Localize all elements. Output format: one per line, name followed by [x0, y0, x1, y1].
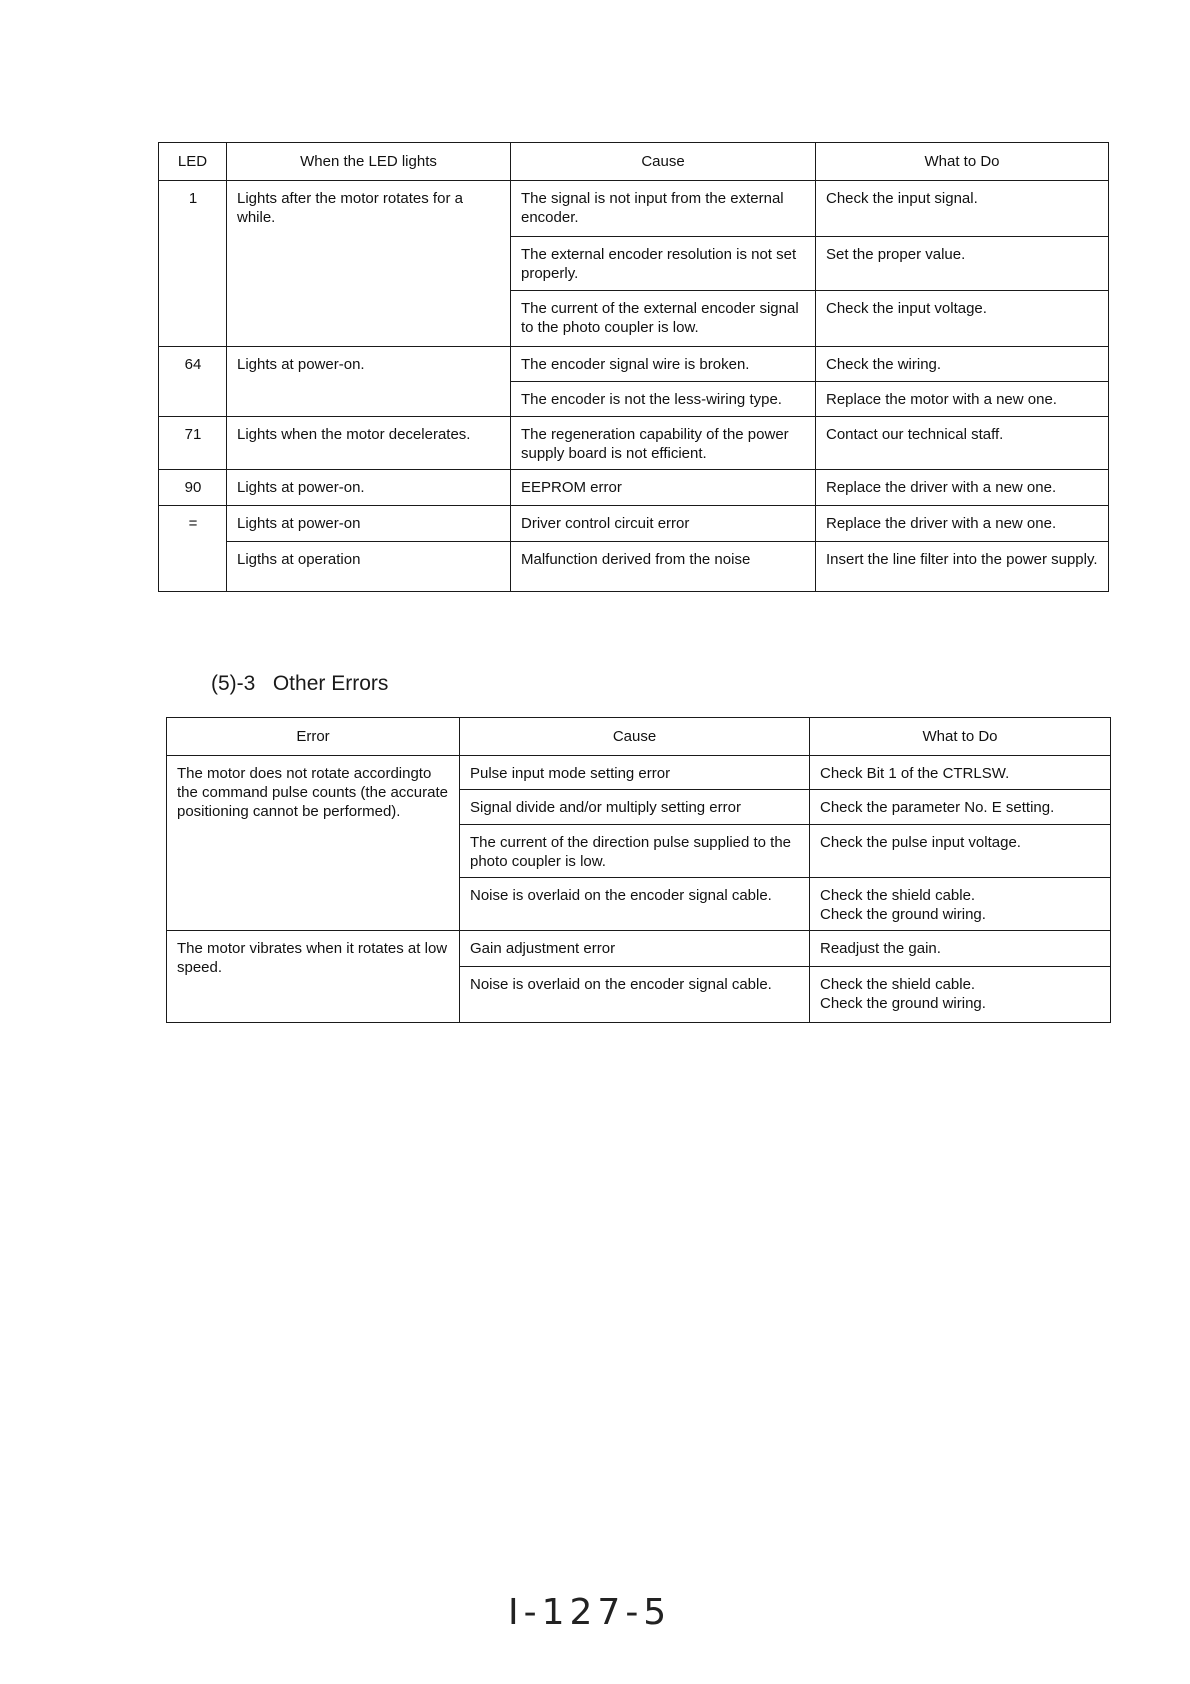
todo-cell: Check Bit 1 of the CTRLSW.	[810, 756, 1111, 790]
header-cause: Cause	[460, 718, 810, 756]
cause-cell: EEPROM error	[511, 470, 816, 506]
error-cell: The motor does not rotate accordingto the command pulse counts (the accurate positioning cannot be performed).	[167, 756, 460, 931]
when-cell: Lights at power-on.	[227, 470, 511, 506]
header-when-led-lights: When the LED lights	[227, 143, 511, 181]
todo-cell: Check the parameter No. E setting.	[810, 790, 1111, 825]
other-errors-table	[166, 717, 1111, 1023]
cause-cell: Noise is overlaid on the encoder signal cable.	[460, 878, 810, 931]
table-row	[159, 470, 1109, 506]
table-row	[167, 756, 1111, 790]
led-code-cell: 71	[159, 417, 227, 470]
cause-cell: The external encoder resolution is not set properly.	[511, 237, 816, 291]
table-row	[159, 417, 1109, 470]
led-code-cell: =	[159, 506, 227, 592]
cause-cell: The regeneration capability of the power supply board is not efficient.	[511, 417, 816, 470]
cause-cell: The current of the direction pulse supplied to the photo coupler is low.	[460, 825, 810, 878]
header-what-to-do: What to Do	[810, 718, 1111, 756]
cause-cell: Signal divide and/or multiply setting error	[460, 790, 810, 825]
table-header-row	[167, 718, 1111, 756]
todo-cell: Insert the line filter into the power supply.	[816, 542, 1109, 592]
header-cause: Cause	[511, 143, 816, 181]
led-code-cell: 1	[159, 181, 227, 347]
todo-cell: Set the proper value.	[816, 237, 1109, 291]
todo-cell: Check the shield cable. Check the ground wiring.	[810, 967, 1111, 1023]
todo-cell: Check the shield cable. Check the ground wiring.	[810, 878, 1111, 931]
when-cell: Lights when the motor decelerates.	[227, 417, 511, 470]
table-row	[159, 542, 1109, 592]
todo-cell: Check the input voltage.	[816, 291, 1109, 347]
table-row	[167, 931, 1111, 967]
cause-cell: Pulse input mode setting error	[460, 756, 810, 790]
todo-cell: Check the wiring.	[816, 347, 1109, 382]
todo-cell: Check the input signal.	[816, 181, 1109, 237]
todo-cell: Replace the motor with a new one.	[816, 382, 1109, 417]
table-row	[159, 181, 1109, 237]
cause-cell: The encoder is not the less-wiring type.	[511, 382, 816, 417]
table-row	[159, 506, 1109, 542]
section-title: (5)-3 Other Errors	[211, 672, 389, 695]
cause-cell: The current of the external encoder signal to the photo coupler is low.	[511, 291, 816, 347]
todo-cell: Contact our technical staff.	[816, 417, 1109, 470]
table-header-row	[159, 143, 1109, 181]
todo-cell: Readjust the gain.	[810, 931, 1111, 967]
error-cell: The motor vibrates when it rotates at low speed.	[167, 931, 460, 1023]
todo-cell: Replace the driver with a new one.	[816, 506, 1109, 542]
header-error: Error	[167, 718, 460, 756]
when-cell: Lights at power-on.	[227, 347, 511, 417]
cause-cell: Gain adjustment error	[460, 931, 810, 967]
led-code-cell: 90	[159, 470, 227, 506]
cause-cell: Malfunction derived from the noise	[511, 542, 816, 592]
led-code-cell: 64	[159, 347, 227, 417]
todo-cell: Replace the driver with a new one.	[816, 470, 1109, 506]
header-what-to-do: What to Do	[816, 143, 1109, 181]
when-cell: Ligths at operation	[227, 542, 511, 592]
cause-cell: The signal is not input from the external encoder.	[511, 181, 816, 237]
table-row	[159, 347, 1109, 382]
header-led: LED	[159, 143, 227, 181]
cause-cell: Noise is overlaid on the encoder signal cable.	[460, 967, 810, 1023]
led-error-table	[158, 142, 1109, 592]
todo-cell: Check the pulse input voltage.	[810, 825, 1111, 878]
cause-cell: The encoder signal wire is broken.	[511, 347, 816, 382]
when-cell: Lights at power-on	[227, 506, 511, 542]
page-number: I-127-5	[508, 1592, 672, 1633]
when-cell: Lights after the motor rotates for a while.	[227, 181, 511, 347]
cause-cell: Driver control circuit error	[511, 506, 816, 542]
